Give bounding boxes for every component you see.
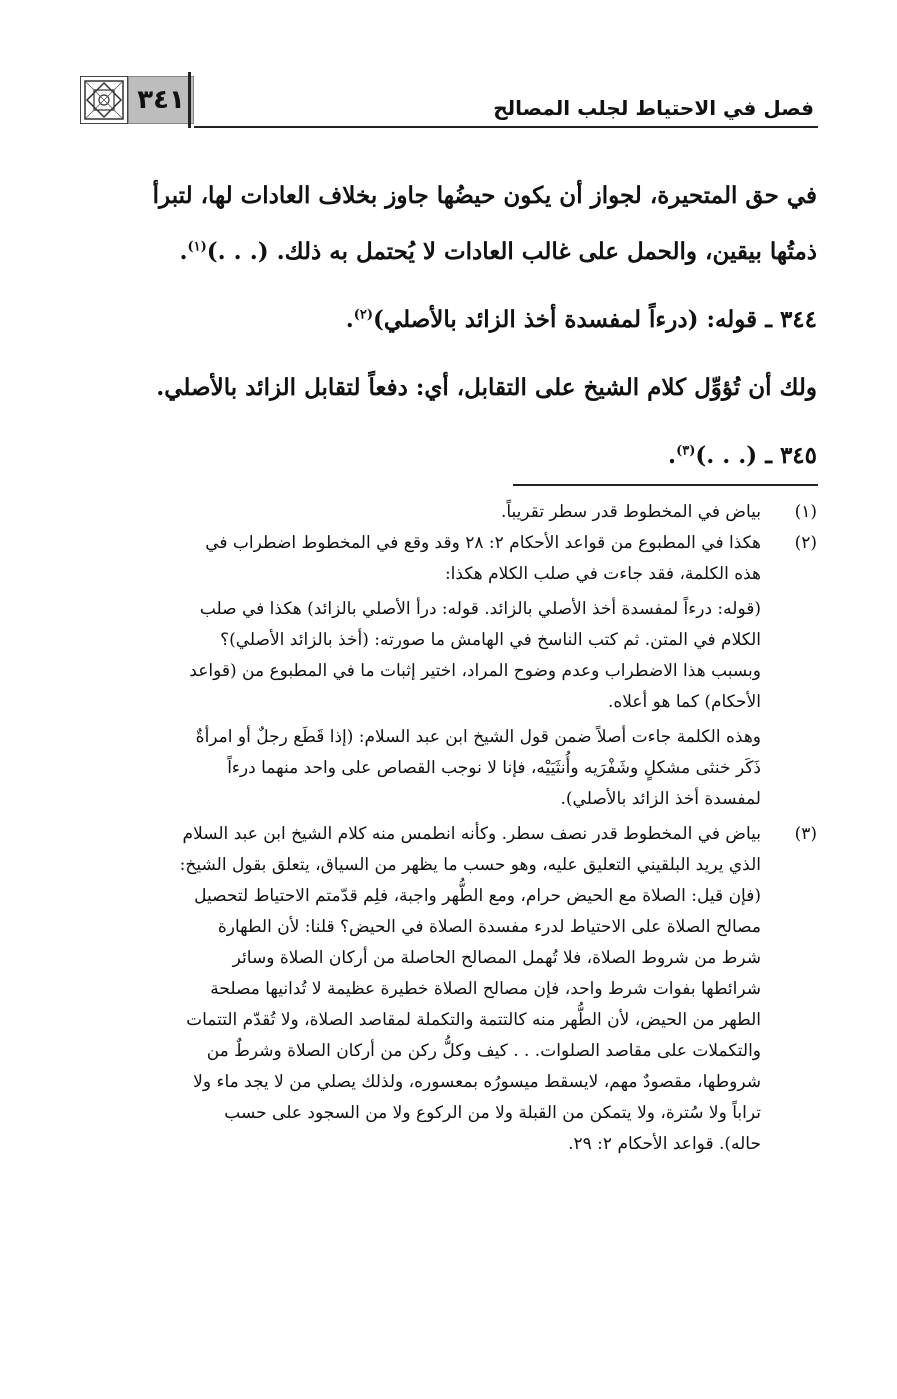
header-divider xyxy=(188,72,191,128)
text-line: ذمتُها بيقين، والحمل على غالب العادات لا يُحتمل به ذلك. (. . .)$^{(١)}$. xyxy=(179,238,817,265)
entry-345: ٣٤٥ ـ (. . .)$^{(٣)}$. xyxy=(668,442,817,469)
footnote-marker[interactable]: (١) xyxy=(187,239,207,255)
entry-number: ٣٤٤ ـ xyxy=(765,306,817,333)
footnotes xyxy=(73,497,817,1160)
footnote-line: شروطها، مقصودٌ مهم، لايسقط ميسورُه بمعسوره، ولذلك يصلي من لا يجد ماء ولا xyxy=(193,1072,761,1092)
footnote-line: هذه الكلمة، فقد جاءت في صلب الكلام هكذا: xyxy=(444,564,761,584)
footnote-marker[interactable]: (٢) xyxy=(353,307,374,323)
footnote-line: (قوله: درءاً لمفسدة أخذ الأصلي بالزائد. قوله: درأ الأصلي بالزائد) هكذا في صلب xyxy=(199,599,761,619)
footnote-line: حاله). قواعد الأحكام ٢: ٢٩. xyxy=(568,1134,761,1154)
header-rule xyxy=(194,126,818,128)
footnote-number: (٢) xyxy=(794,533,817,553)
footnote-2 xyxy=(73,528,817,815)
footnote-3 xyxy=(73,819,817,1160)
text-segment: ذمتُها بيقين، والحمل على غالب العادات لا يُحتمل به ذلك. (. . .) xyxy=(206,238,817,265)
entry-number: ٣٤٥ ـ xyxy=(765,442,817,469)
main-text xyxy=(81,168,817,484)
footnote-line: الكلام في المتن. ثم كتب الناسخ في الهامش ما صورته: (أخذ بالزائد الأصلي)؟ xyxy=(220,630,761,650)
footnote-line: وبسبب هذا الاضطراب وعدم وضوح المراد، اختير إثبات ما في المطبوع من (قواعد xyxy=(189,661,761,681)
footnote-number: (١) xyxy=(794,502,817,522)
footnote-line: مصالح الصلاة على الاحتياط لدرء مفسدة الصلاة في الحيض؟ قلنا: لأن الطهارة xyxy=(217,917,761,937)
entry-344: ٣٤٤ ـ قوله: (درءاً لمفسدة أخذ الزائد بالأصلي)$^{(٢)}$. xyxy=(345,306,817,333)
footnote-line: وهذه الكلمة جاءت أصلاً ضمن قول الشيخ ابن عبد السلام: (إذا قَطَع رجلٌ أو امرأةٌ xyxy=(195,727,761,747)
page-number: ٣٤١ xyxy=(128,76,194,124)
page-header xyxy=(74,66,818,130)
footnote-line: لمفسدة أخذ الزائد بالأصلي). xyxy=(560,789,761,809)
footnote-number: (٣) xyxy=(794,824,817,844)
footnote-line: الذي يريد البلقيني التعليق عليه، وهو حسب ما يظهر من السياق، يتعلق بقول الشيخ: xyxy=(179,855,761,875)
footnote-line: شرط من شروط الصلاة، فلا تُهمل المصالح الحاصلة من أركان الصلاة وسائر xyxy=(232,948,761,968)
footnote-line: الطهر من الحيض، لأن الطُّهر منه كالتتمة والتكملة لمقاصد الصلاة، ولا تُقدّم التتمات xyxy=(186,1010,761,1030)
footnote-line: هكذا في المطبوع من قواعد الأحكام ٢: ٢٨ وقد وقع في المخطوط اضطراب في xyxy=(205,533,761,553)
running-title: فصل في الاحتياط لجلب المصالح xyxy=(493,96,814,120)
footnote-line: بياض في المخطوط قدر نصف سطر. وكأنه انطمس منه كلام الشيخ ابن عبد السلام xyxy=(182,824,761,844)
footnote-line: بياض في المخطوط قدر سطر تقريباً. xyxy=(500,502,761,522)
footnote-separator xyxy=(513,484,818,486)
text-line: في حق المتحيرة، لجواز أن يكون حيضُها جاوز بخلاف العادات لها، لتبرأ xyxy=(152,182,817,209)
footnote-line: ذَكَر خنثى مشكلٍ وشَفْرَيه وأُنثَيَيْه، فإنا لا نوجب القصاص على واحد منهما درءاً xyxy=(227,758,761,778)
paragraph xyxy=(81,360,817,416)
footnote-line: والتكملات على مقاصد الصلوات. . . كيف وكلُّ ركن من أركان الصلاة وشرطٌ من xyxy=(206,1041,761,1061)
text-line: ولك أن تُؤوِّل كلام الشيخ على التقابل، أي: دفعاً لتقابل الزائد بالأصلي. xyxy=(156,374,817,401)
ornament-icon xyxy=(80,76,128,124)
footnote-line: تراباً ولا سُترة، ولا يتمكن من القبلة ولا من الركوع ولا من السجود على حسب xyxy=(224,1103,761,1123)
footnote-line: شرائطها بفوات شرط واحد، فإن مصالح الصلاة خطيرة عظيمة لا تُدانيها مصلحة xyxy=(210,979,761,999)
entry-text: (. . .) xyxy=(695,442,758,469)
footnote-1 xyxy=(73,497,817,528)
footnote-line: (فإن قيل: الصلاة مع الحيض حرام، ومع الطُّهر واجبة، فلِم قدّمتم الاحتياط لتحصيل xyxy=(194,886,761,906)
entry-text: قوله: (درءاً لمفسدة أخذ الزائد بالأصلي) xyxy=(373,306,758,333)
page-number-badge xyxy=(74,76,194,126)
paragraph xyxy=(81,168,817,280)
footnote-line: الأحكام) كما هو أعلاه. xyxy=(607,692,761,712)
footnote-marker[interactable]: (٣) xyxy=(676,443,696,459)
